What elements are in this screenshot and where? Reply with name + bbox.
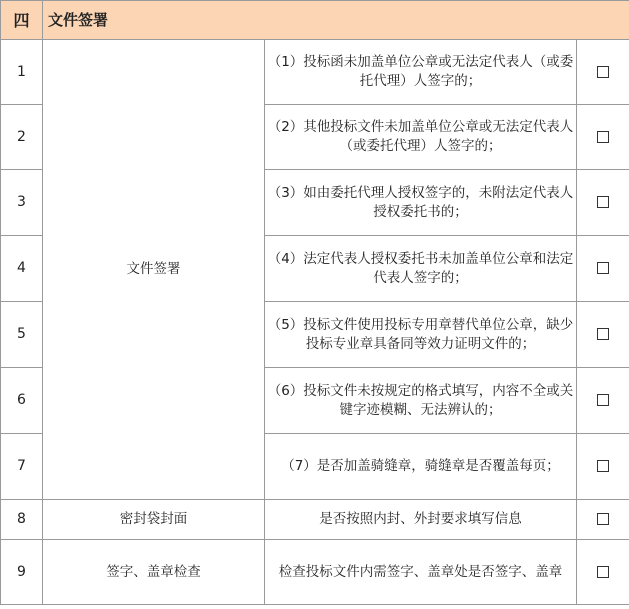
row-number: 2	[1, 105, 43, 170]
row-item-name: 签字、盖章检查	[43, 540, 265, 605]
checkbox-cell	[577, 500, 629, 540]
section-header-fill	[577, 1, 629, 40]
checkbox-cell	[577, 368, 629, 434]
row-description: （6）投标文件未按规定的格式填写，内容不全或关键字迹模糊、无法辨认的；	[265, 368, 577, 434]
row-number: 1	[1, 40, 43, 105]
checkbox-cell	[577, 105, 629, 170]
checkbox[interactable]	[597, 328, 609, 340]
row-number: 3	[1, 170, 43, 236]
row-description: （2）其他投标文件未加盖单位公章或无法定代表人（或委托代理）人签字的；	[265, 105, 577, 170]
checkbox[interactable]	[597, 566, 609, 578]
table-row	[1, 500, 629, 540]
checkbox-cell	[577, 540, 629, 605]
checkbox-cell	[577, 302, 629, 368]
row-description: 是否按照内封、外封要求填写信息	[265, 500, 577, 540]
row-number: 6	[1, 368, 43, 434]
row-description: （4）法定代表人授权委托书未加盖单位公章和法定代表人签字的；	[265, 236, 577, 302]
table-row	[1, 40, 629, 105]
table-row	[1, 540, 629, 605]
row-number: 8	[1, 500, 43, 540]
group-label: 文件签署	[43, 40, 265, 500]
checkbox[interactable]	[597, 460, 609, 472]
checkbox-cell	[577, 236, 629, 302]
checkbox[interactable]	[597, 66, 609, 78]
checkbox[interactable]	[597, 394, 609, 406]
section-title: 文件签署	[43, 1, 577, 40]
row-description: （3）如由委托代理人授权签字的，未附法定代表人授权委托书的；	[265, 170, 577, 236]
checkbox[interactable]	[597, 513, 609, 525]
checkbox-cell	[577, 434, 629, 500]
row-number: 5	[1, 302, 43, 368]
checkbox[interactable]	[597, 196, 609, 208]
row-number: 9	[1, 540, 43, 605]
row-description: （7）是否加盖骑缝章，骑缝章是否覆盖每页；	[265, 434, 577, 500]
checkbox[interactable]	[597, 262, 609, 274]
checkbox-cell	[577, 40, 629, 105]
row-description: （1）投标函未加盖单位公章或无法定代表人（或委托代理）人签字的；	[265, 40, 577, 105]
section-header-row	[1, 1, 629, 40]
row-item-name: 密封袋封面	[43, 500, 265, 540]
row-number: 7	[1, 434, 43, 500]
row-number: 4	[1, 236, 43, 302]
row-description: （5）投标文件使用投标专用章替代单位公章，缺少投标专业章具备同等效力证明文件的；	[265, 302, 577, 368]
checkbox-cell	[577, 170, 629, 236]
section-number: 四	[1, 1, 43, 40]
row-description: 检查投标文件内需签字、盖章处是否签字、盖章	[265, 540, 577, 605]
checkbox[interactable]	[597, 131, 609, 143]
